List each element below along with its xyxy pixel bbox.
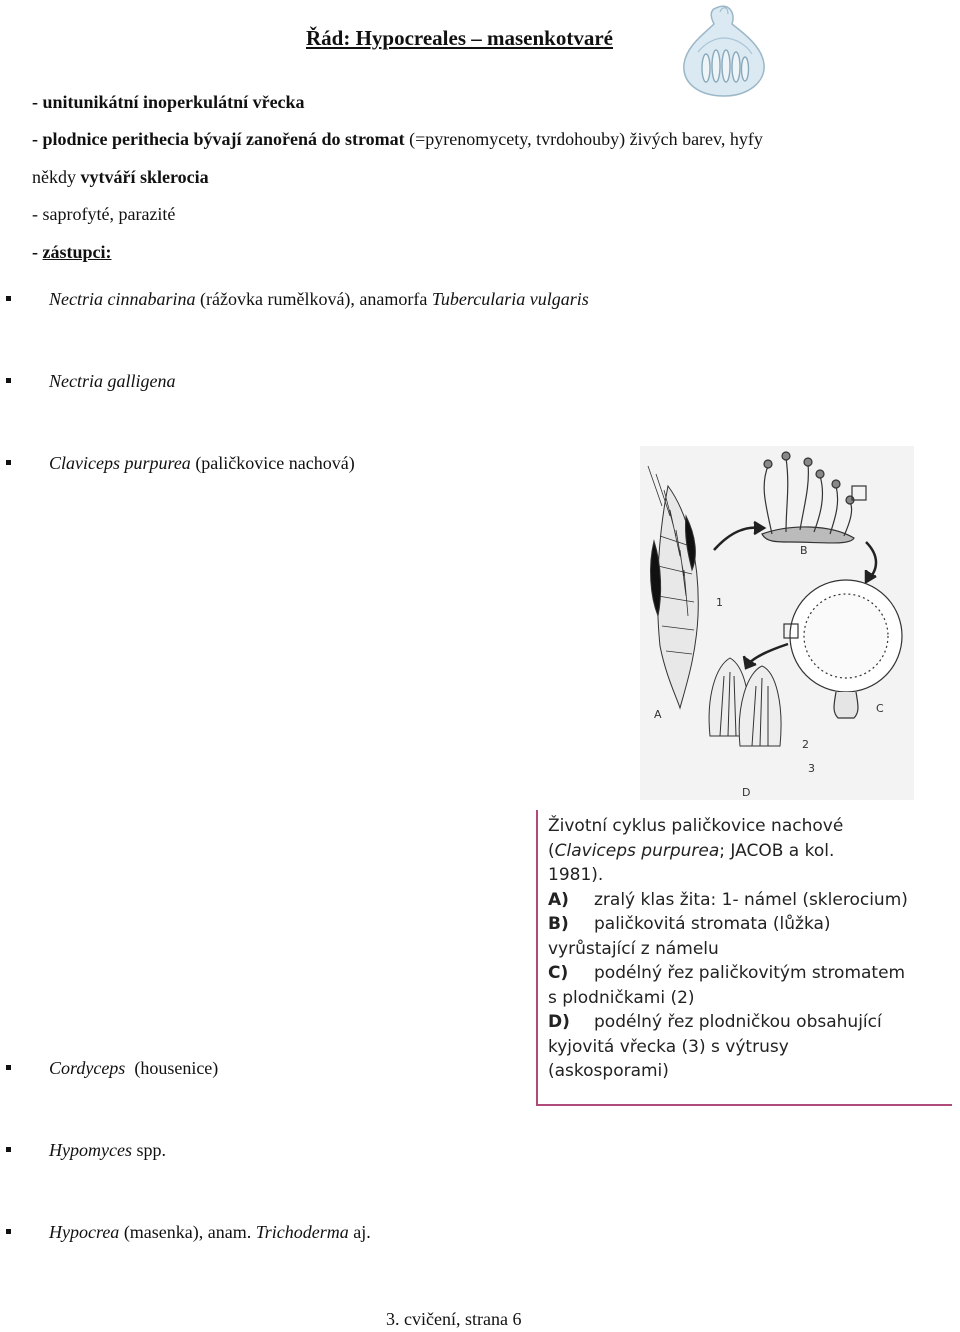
figure-label-d: D — [742, 786, 751, 799]
intro-line-4: - saprofyté, parazité — [32, 204, 176, 224]
figure-label-b: B — [800, 544, 808, 557]
figure-label-a: A — [654, 708, 662, 721]
intro-line-1: - unitunikátní inoperkulátní vřecka — [32, 92, 305, 112]
intro-line-2: - plodnice perithecia bývají zanořená do stromat (=pyrenomycety, tvrdohouby) živých barev, hyfy — [32, 129, 763, 149]
page-title: Řád: Hypocreales – masenkotvaré — [306, 26, 613, 50]
bullet-icon — [6, 1229, 11, 1234]
figure-label-3: 3 — [808, 762, 815, 775]
page-footer: 3. cvičení, strana 6 — [386, 1309, 522, 1329]
bullet-icon — [6, 296, 11, 301]
list-item: Hypomyces spp. — [6, 1140, 166, 1161]
bullet-icon — [6, 460, 11, 465]
list-item: Nectria cinnabarina (rážovka rumělková), anamorfa Tubercularia vulgaris — [6, 289, 589, 310]
bullet-icon — [6, 1147, 11, 1152]
figure-label-1: 1 — [716, 596, 723, 609]
perithecium-illustration — [676, 2, 772, 100]
intro-line-5: - zástupci: — [32, 242, 112, 262]
list-item: Hypocrea (masenka), anam. Trichoderma aj. — [6, 1222, 371, 1243]
bullet-icon — [6, 378, 11, 383]
figure-caption: Životní cyklus paličkovice nachové (Claviceps purpurea; JACOB a kol. 1981). A) zralý klas žita: 1- námel (sklerocium) B) paličkovitá stromata (lůžka) vyrůstající z námelu C) podélný řez paličkovitým stromatem s plodničkami (2) D) podélný řez plodničkou obsahující kyjovitá vřecka (3) s výtrusy (askosporami) — [536, 810, 952, 1106]
list-item: Nectria galligena — [6, 371, 175, 392]
claviceps-life-cycle-figure — [640, 446, 914, 800]
figure-label-c: C — [876, 702, 884, 715]
figure-label-2: 2 — [802, 738, 809, 751]
list-item: Cordyceps (housenice) — [6, 1058, 218, 1079]
intro-line-3: někdy vytváří sklerocia — [32, 167, 209, 187]
list-item: Claviceps purpurea (paličkovice nachová) — [6, 453, 355, 474]
bullet-icon — [6, 1065, 11, 1070]
